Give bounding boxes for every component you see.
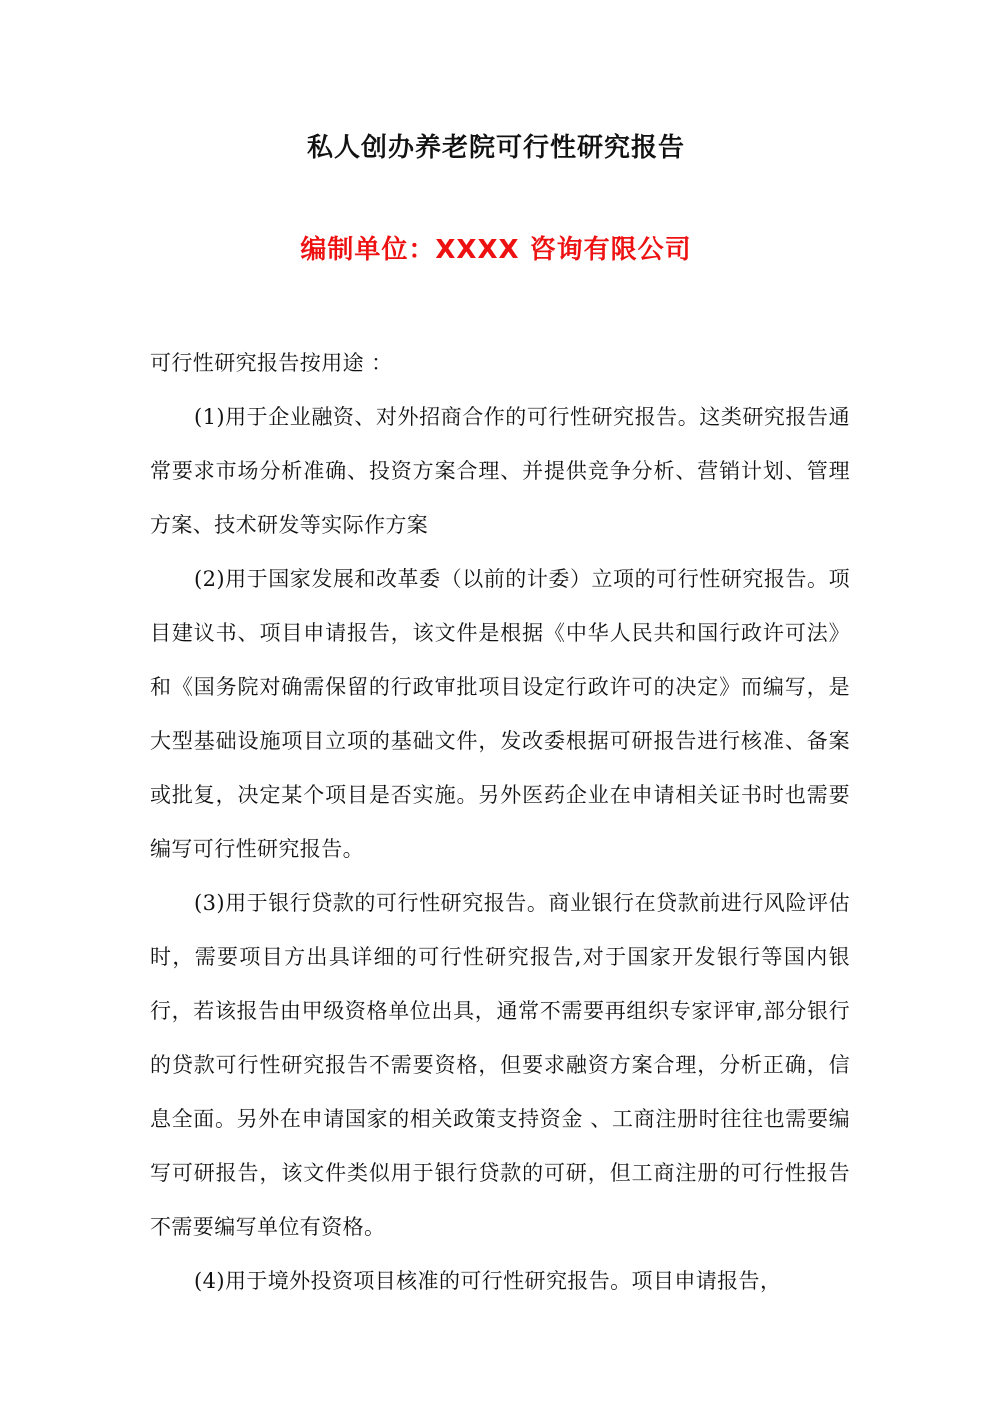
paragraph-3: (3)用于银行贷款的可行性研究报告。商业银行在贷款前进行风险评估时，需要项目方出具详细的可行性研究报告,对于国家开发银行等国内银行，若该报告由甲级资格单位出具，通常不需要再组织专家评审,部分银行的贷款可行性研究报告不需要资格，但要求融资方案合理，分析正确，信息全面。另外在申请国家的相关政策支持资金 、工商注册时往往也需要编写可研报告，该文件类似用于银行贷款的可研，但工商注册的可行性报告不需要编写单位有资格。 [150, 891, 850, 1239]
paragraph-1: (1)用于企业融资、对外招商合作的可行性研究报告。这类研究报告通常要求市场分析准确、投资方案合理、并提供竞争分析、营销计划、管理方案、技术研发等实际作方案 [150, 405, 850, 537]
document-body [150, 336, 850, 1308]
intro-line: 可行性研究报告按用途 ： [150, 351, 393, 375]
paragraph-2: (2)用于国家发展和改革委（以前的计委）立项的可行性研究报告。项目建议书、项目申请报告，该文件是根据《中华人民共和国行政许可法》和《国务院对确需保留的行政审批项目设定行政许可的决定》而编写，是大型基础设施项目立项的基础文件，发改委根据可研报告进行核准、备案或批复，决定某个项目是否实施。另外医药企业在申请相关证书时也需要编写可行性研究报告。 [150, 567, 850, 861]
paragraph-4: (4)用于境外投资项目核准的可行性研究报告。项目申请报告， [194, 1269, 782, 1293]
document-title: 私人创办养老院可行性研究报告 [306, 133, 685, 163]
compiling-unit: 编制单位：XXXX 咨询有限公司 [300, 235, 692, 265]
compiling-unit-line [0, 228, 992, 272]
